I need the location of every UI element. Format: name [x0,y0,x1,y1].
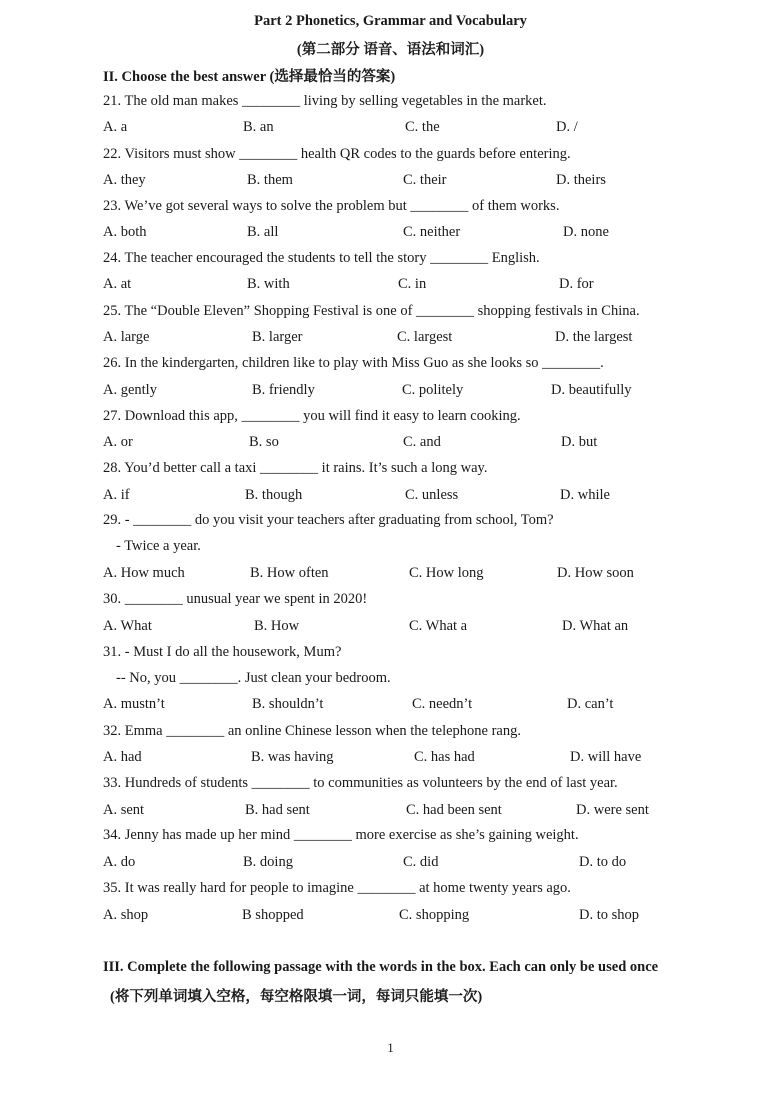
answer-option-b: B. doing [243,854,293,870]
answer-option-d: D. beautifully [551,382,632,398]
question-text: 27. Download this app, ________ you will find it easy to learn cooking. [103,408,521,424]
answer-option-b: B. shouldn’t [252,696,324,712]
question-text: 25. The “Double Eleven” Shopping Festival is one of ________ shopping festivals in China. [103,303,640,319]
question-text: 26. In the kindergarten, children like to play with Miss Guo as she looks so ________. [103,355,604,371]
question-text: 33. Hundreds of students ________ to communities as volunteers by the end of last year. [103,775,618,791]
answer-option-b: B. an [243,119,274,135]
answer-option-b: B. larger [252,329,303,345]
question-text: 30. ________ unusual year we spent in 2020! [103,591,368,607]
answer-option-a: A. at [103,276,132,292]
answer-option-c: C. had been sent [406,802,502,818]
question-text: 21. The old man makes ________ living by selling vegetables in the market. [103,93,547,109]
answer-option-c: C. largest [397,329,453,345]
answer-option-d: D. for [559,276,594,292]
question-text: 22. Visitors must show ________ health QR codes to the guards before entering. [103,146,571,162]
answer-option-b: B. them [247,172,293,188]
answer-option-a: A. sent [103,802,145,818]
question-text: 23. We’ve got several ways to solve the problem but ________ of them works. [103,198,560,214]
section-3-subheading: (将下列单词填入空格，每空格限填一词，每词只能填一次) [110,989,483,1005]
answer-option-a: A. shop [103,907,149,923]
answer-option-a: A. a [103,119,128,135]
answer-option-a: A. gently [103,382,157,398]
answer-option-b: B. friendly [252,382,315,398]
answer-option-a: A. they [103,172,146,188]
question-text: 31. - Must I do all the housework, Mum? [103,644,342,660]
answer-option-d: D. What an [562,618,629,634]
answer-option-b: B. How [254,618,300,634]
answer-option-b: B shopped [242,907,304,923]
question-text: 24. The teacher encouraged the students to tell the story ________ English. [103,250,540,266]
answer-option-a: A. or [103,434,133,450]
answer-option-d: D. / [556,119,578,135]
answer-option-c: C. neither [403,224,461,240]
question-text: 35. It was really hard for people to imagine ________ at home twenty years ago. [103,880,571,896]
answer-option-a: A. How much [103,565,185,581]
part-title-chinese: (第二部分 语音、语法和词汇) [296,42,485,58]
answer-option-d: D. How soon [557,565,634,581]
question-text: 29. - ________ do you visit your teachers after graduating from school, Tom? [103,512,554,528]
answer-option-d: D. the largest [555,329,633,345]
answer-option-d: D. none [563,224,609,240]
answer-option-a: A. both [103,224,147,240]
answer-option-c: C. What a [409,618,468,634]
answer-option-d: D. but [561,434,598,450]
question-response-text: - Twice a year. [116,538,201,554]
answer-option-b: B. How often [250,565,329,581]
answer-option-d: D. theirs [556,172,606,188]
answer-option-b: B. so [249,434,279,450]
section-3-heading: III. Complete the following passage with the words in the box. Each can only be used once [103,959,659,975]
answer-option-c: C. in [398,276,427,292]
question-response-text: -- No, you ________. Just clean your bedroom. [116,670,391,686]
answer-option-c: C. did [403,854,439,870]
question-text: 32. Emma ________ an online Chinese lesson when the telephone rang. [103,723,521,739]
page-number: 1 [387,1040,394,1055]
answer-option-c: C. the [405,119,440,135]
answer-option-d: D. while [560,487,610,503]
answer-option-d: D. will have [570,749,642,765]
section-2-heading: II. Choose the best answer (选择最恰当的答案) [103,69,396,85]
answer-option-d: D. were sent [576,802,649,818]
answer-option-b: B. was having [251,749,334,765]
answer-option-c: C. needn’t [412,696,473,712]
answer-option-c: C. politely [402,382,464,398]
answer-option-a: A. if [103,487,130,503]
answer-option-a: A. What [103,618,152,634]
answer-option-b: B. had sent [245,802,310,818]
answer-option-c: C. unless [405,487,459,503]
part-title: Part 2 Phonetics, Grammar and Vocabulary [254,13,527,29]
answer-option-d: D. to shop [579,907,640,923]
question-text: 28. You’d better call a taxi ________ it rains. It’s such a long way. [103,460,488,476]
answer-option-c: C. has had [414,749,475,765]
answer-option-d: D. can’t [567,696,614,712]
answer-option-a: A. mustn’t [103,696,165,712]
answer-option-b: B. though [245,487,303,503]
answer-option-a: A. large [103,329,150,345]
answer-option-b: B. all [247,224,279,240]
answer-option-b: B. with [247,276,290,292]
answer-option-a: A. do [103,854,136,870]
answer-option-c: C. and [403,434,441,450]
answer-option-c: C. shopping [399,907,470,923]
answer-option-c: C. How long [409,565,484,581]
answer-option-d: D. to do [579,854,627,870]
answer-option-c: C. their [403,172,447,188]
answer-option-a: A. had [103,749,142,765]
question-text: 34. Jenny has made up her mind ________ more exercise as she’s gaining weight. [103,827,579,843]
